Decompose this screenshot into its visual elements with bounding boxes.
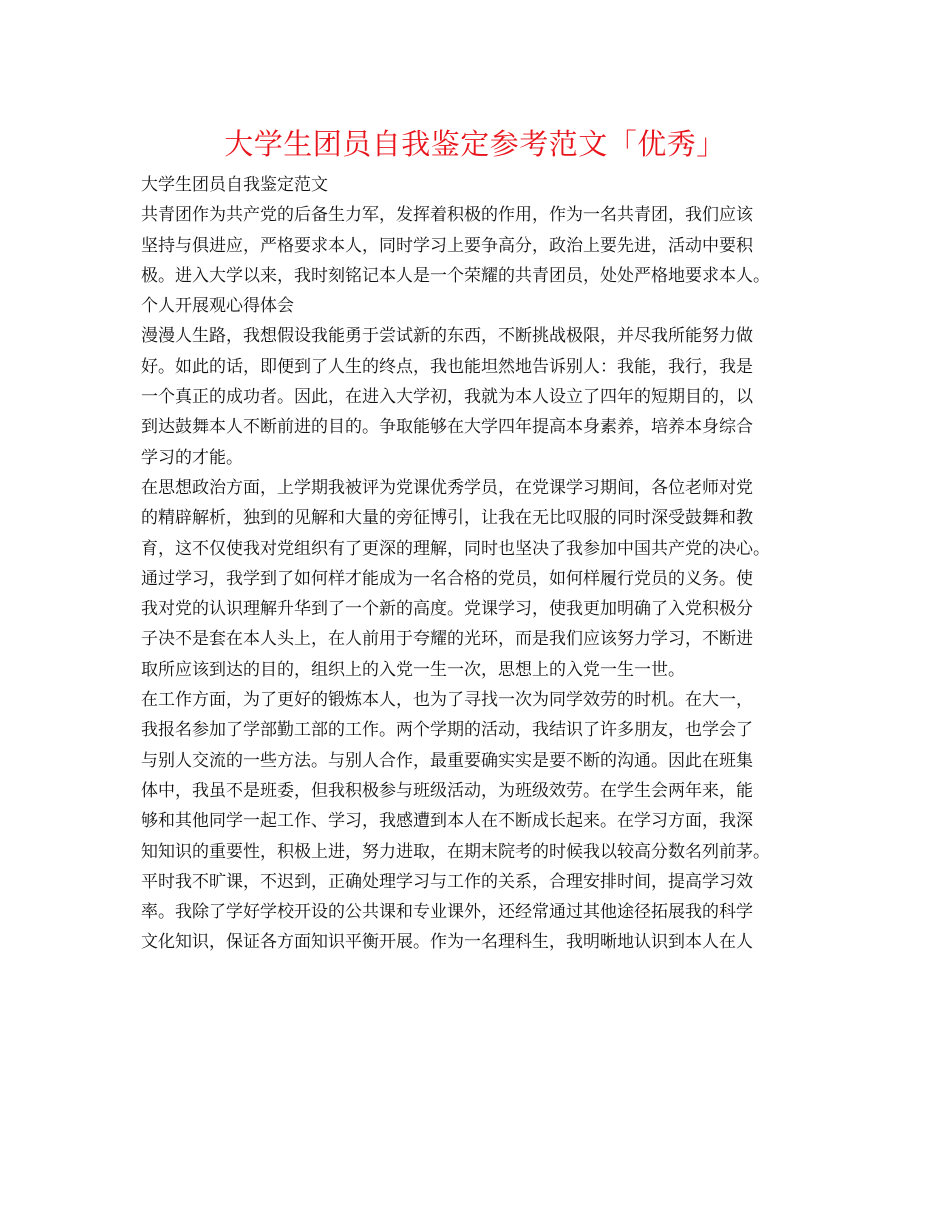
paragraph-subtitle — [141, 170, 821, 200]
text-line: 文化知识，保证各方面知识平衡开展。作为一名理科生，我明晰地认识到本人在人 — [141, 932, 753, 953]
text-line: 漫漫人生路，我想假设我能勇于尝试新的东西，不断挑战极限，并尽我所能努力做 — [141, 326, 753, 347]
text-line: 平时我不旷课，不迟到，正确处理学习与工作的关系，合理安排时间，提高学习效 — [141, 871, 753, 892]
text-line: 育，这不仅使我对党组织有了更深的理解，同时也坚决了我参加中国共产党的决心。 — [141, 538, 770, 559]
text-line: 一个真正的成功者。因此，在进入大学初，我就为本人设立了四年的短期目的，以 — [141, 387, 753, 408]
text-line: 坚持与俱进应，严格要求本人，同时学习上要争高分，政治上要先进，活动中要积 — [141, 235, 753, 256]
document-title: 大学生团员自我鉴定参考范文「优秀」 — [224, 127, 726, 161]
text-line: 在思想政治方面，上学期我被评为党课优秀学员，在党课学习期间，各位老师对党 — [141, 477, 753, 498]
paragraph-heading — [141, 291, 821, 321]
text-line: 个人开展观心得体会 — [141, 296, 294, 317]
text-line: 体中，我虽不是班委，但我积极参与班级活动，为班级效劳。在学生会两年来，能 — [141, 780, 753, 801]
text-line: 我对党的认识理解升华到了一个新的高度。党课学习，使我更加明确了入党积极分 — [141, 599, 753, 620]
paragraph-work — [141, 685, 821, 958]
text-line: 率。我除了学好学校开设的公共课和专业课外，还经常通过其他途径拓展我的科学 — [141, 902, 753, 923]
paragraph-intro — [141, 200, 821, 291]
text-line: 知知识的重要性，积极上进，努力进取，在期末院考的时候我以较高分数名列前茅。 — [141, 841, 770, 862]
text-line: 好。如此的话，即便到了人生的终点，我也能坦然地告诉别人：我能，我行，我是 — [141, 356, 753, 377]
text-line: 学习的才能。 — [141, 447, 243, 468]
text-line: 到达鼓舞本人不断前进的目的。争取能够在大学四年提高本身素养，培养本身综合 — [141, 417, 753, 438]
text-line: 极。进入大学以来，我时刻铭记本人是一个荣耀的共青团员，处处严格地要求本人。 — [141, 265, 770, 286]
text-line: 在工作方面，为了更好的锻炼本人，也为了寻找一次为同学效劳的时机。在大一， — [141, 690, 753, 711]
text-line: 我报名参加了学部勤工部的工作。两个学期的活动，我结识了许多朋友，也学会了 — [141, 720, 753, 741]
text-line: 与别人交流的一些方法。与别人合作，最重要确实实是要不断的沟通。因此在班集 — [141, 750, 753, 771]
text-line: 通过学习，我学到了如何样才能成为一名合格的党员，如何样履行党员的义务。使 — [141, 568, 753, 589]
text-line: 取所应该到达的目的，组织上的入党一生一次，思想上的入党一生一世。 — [141, 659, 685, 680]
paragraph-goals — [141, 321, 821, 472]
text-line: 子决不是套在本人头上，在人前用于夸耀的光环，而是我们应该努力学习，不断进 — [141, 629, 753, 650]
text-line: 够和其他同学一起工作、学习，我感遭到本人在不断成长起来。在学习方面，我深 — [141, 811, 753, 832]
text-line: 大学生团员自我鉴定范文 — [141, 175, 328, 195]
document-body — [141, 170, 821, 958]
text-line: 共青团作为共产党的后备生力军，发挥着积极的作用，作为一名共青团，我们应该 — [141, 205, 753, 226]
paragraph-politics — [141, 473, 821, 685]
text-line: 的精辟解析，独到的见解和大量的旁征博引，让我在无比叹服的同时深受鼓舞和教 — [141, 508, 753, 529]
